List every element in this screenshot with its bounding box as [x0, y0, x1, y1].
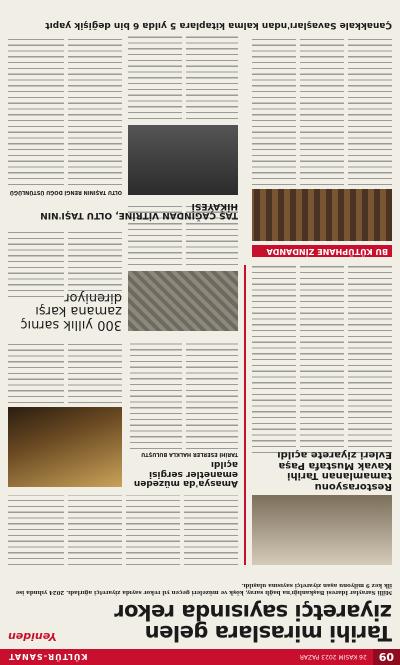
- cistern-photo: [128, 271, 238, 331]
- library-photo: [252, 189, 392, 241]
- story-a-col1: [348, 263, 392, 453]
- oltu-stone-photo: [128, 125, 238, 195]
- story-d-headline: BU KÜTÜPHANE ZİNDANDA: [266, 247, 388, 256]
- story-b-col4: [8, 339, 64, 403]
- story-e-headline: Çanakkale Savaşları'ndan kalma kitaplara 5 yılda 6 bin değişik yapıt: [45, 20, 392, 30]
- page-header-band: [0, 649, 400, 665]
- issue-date: 26 KASIM 2023 PAZAR: [299, 653, 367, 661]
- section-title: KÜLTÜR-SANAT: [8, 652, 88, 662]
- story-b-kicker: TARİHİ ESERLER HALKLA BULUŞTU: [141, 451, 238, 457]
- main-col4: [8, 495, 64, 565]
- story-c-headline: 300 yıllık sarnıç zamana karşı direniyor: [20, 289, 122, 332]
- main-headline: Tarihi miraslara gelen ziyaretçi sayısında rekor: [114, 600, 392, 645]
- story-b-col2: [130, 339, 182, 449]
- story-a-headline: Restorasyonu tamamlanan Tarihi Kavak Mustafa Paşa Evleri ziyarete açıldı: [277, 449, 392, 492]
- main-col1: [184, 495, 238, 565]
- main-col3: [68, 495, 122, 565]
- story-f-col2: [8, 35, 64, 185]
- story-b-col3: [68, 339, 122, 403]
- main-col2: [126, 495, 180, 565]
- brand-logo: Yeniden: [8, 630, 57, 643]
- story-f-col3: [186, 35, 238, 119]
- story-f-col1: [68, 35, 122, 185]
- story-c-col2: [8, 229, 64, 297]
- story-b-headline: Amasya'da müzeden emanetler sergisi açıldı: [133, 459, 238, 488]
- story-d-col2: [300, 35, 344, 185]
- story-b-col1: [186, 339, 238, 449]
- story-a-col2: [300, 263, 344, 453]
- story-c-col1: [68, 229, 122, 297]
- house-photo: [252, 495, 392, 565]
- main-lede: Milli Saraylar İdaresi Başkanlığı'na bağlı saray, köşk ve müzeleri geçen yıl rekor sayıda ziyaretçi ağırladı. 2024 yılında ise ilk kez 9 milyonu aşan ziyaretçi sayısına ulaşıldı.: [15, 582, 392, 595]
- story-d-col3: [252, 35, 296, 185]
- divider-line: [244, 265, 246, 565]
- story-f-kicker: OLTU TAŞININ RENGİ DOĞU ÜSTÜNLÜĞÜ: [9, 189, 122, 195]
- story-d-col1: [348, 35, 392, 185]
- story-a-col3: [252, 263, 296, 453]
- story-f-headline: TAŞ ÇAĞINDAN VİTRİNE, OLTU TAŞI'NIN HİKAYESİ: [40, 200, 238, 220]
- page-number: 09: [373, 649, 400, 665]
- story-f-col4: [128, 35, 182, 119]
- amasya-exhibit-photo: [8, 407, 122, 487]
